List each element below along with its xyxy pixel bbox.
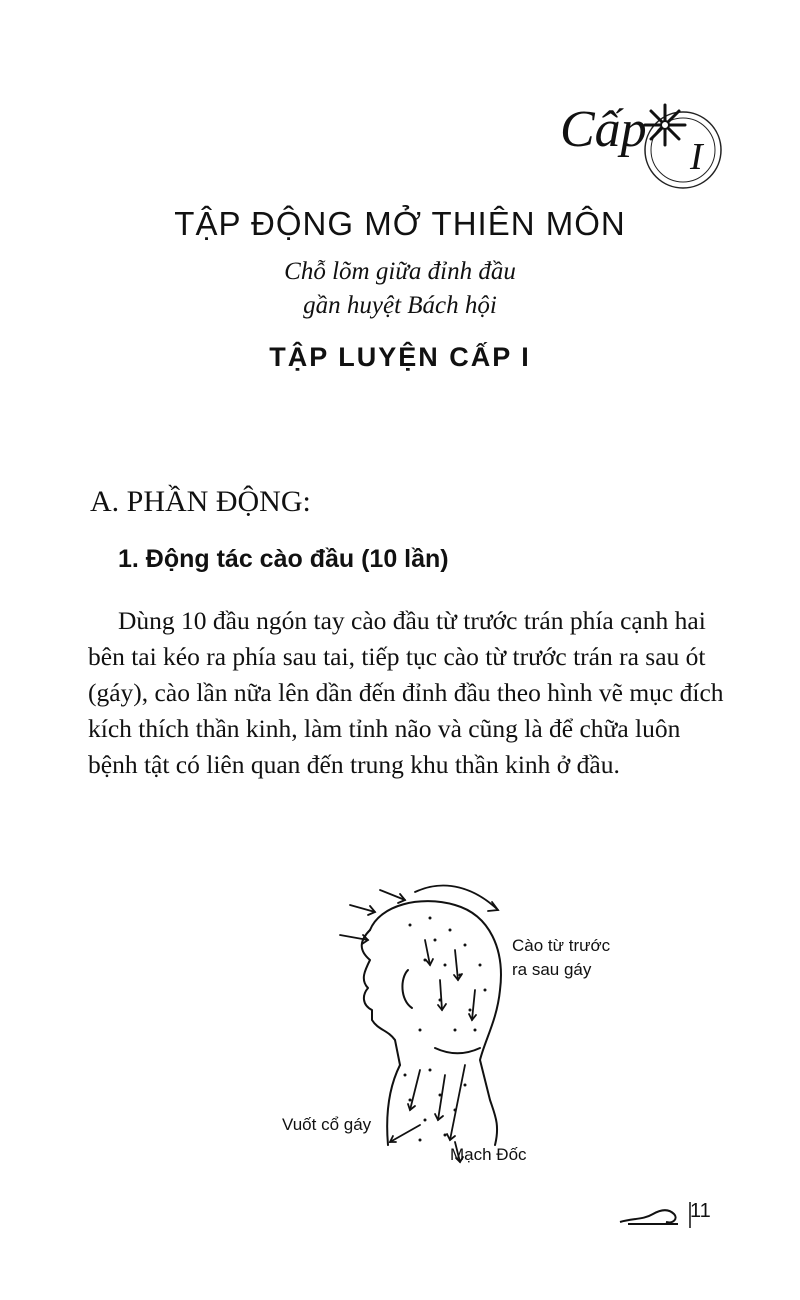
level-heading: TẬP LUYỆN CẤP I bbox=[269, 342, 531, 372]
chapter-title: TẬP ĐỘNG MỞ THIÊN MÔN bbox=[174, 205, 626, 242]
caption-neck: Vuốt cổ gáy bbox=[282, 1115, 372, 1134]
page-number: 11 bbox=[690, 1200, 711, 1222]
footer-ornament-icon bbox=[618, 1200, 696, 1230]
caption-scratch bbox=[512, 934, 610, 982]
caption-scratch-line-2: ra sau gáy bbox=[512, 960, 592, 979]
body-paragraph-text: Dùng 10 đầu ngón tay cào đầu từ trước trán phía cạnh hai bên tai kéo ra phía sau tai, tiếp tục cào từ trước trán ra sau ót (gáy), cào lần nữa lên dần đến đỉnh đầu theo hình vẽ mục đích kích thích thần kinh, làm tỉnh não và cũng là để chữa luôn bệnh tật có liên quan đến trung khu thần kinh ở đầu. bbox=[88, 606, 724, 779]
body-paragraph bbox=[88, 603, 728, 783]
chapter-subtitle-line-1: Chỗ lõm giữa đỉnh đầu bbox=[284, 258, 516, 285]
caption-meridian: Mạch Đốc bbox=[450, 1145, 527, 1164]
chapter-badge-word: Cấp bbox=[560, 101, 647, 158]
step-heading: 1. Động tác cào đầu (10 lần) bbox=[118, 545, 449, 573]
chapter-subtitle-line-2: gần huyệt Bách hội bbox=[303, 292, 497, 319]
chapter-badge-number: I bbox=[690, 136, 703, 178]
section-heading: A. PHẦN ĐỘNG: bbox=[90, 485, 311, 518]
caption-scratch-line-1: Cào từ trước bbox=[512, 936, 611, 955]
